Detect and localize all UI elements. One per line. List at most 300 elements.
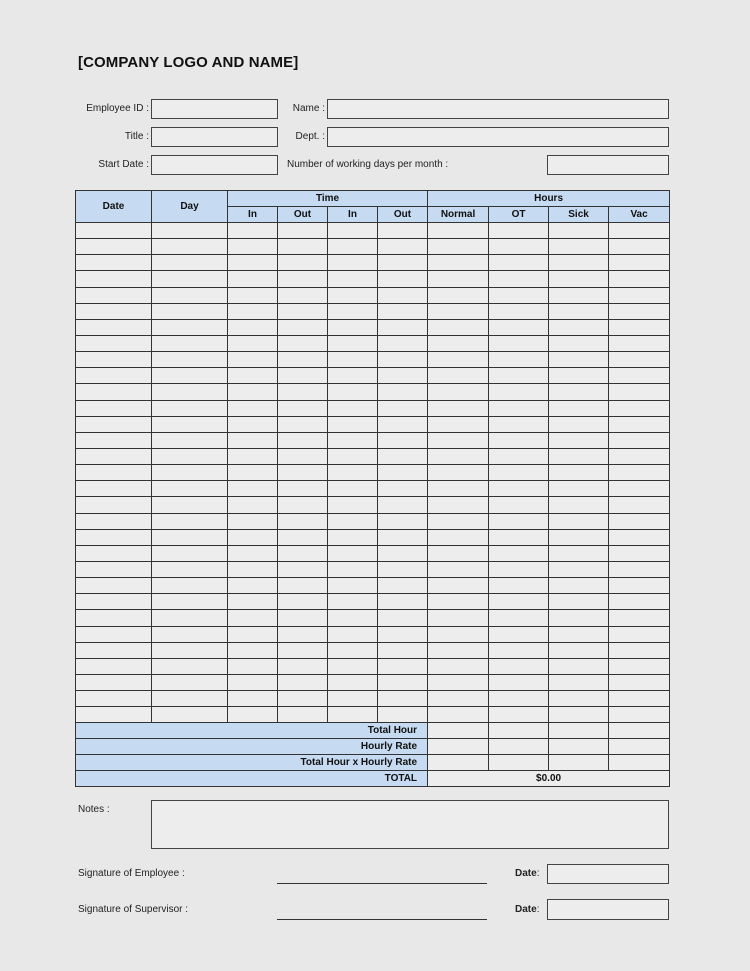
cell-hours-sick[interactable] [549,674,609,690]
cell-hours-sick[interactable] [549,271,609,287]
cell-time-out-1[interactable] [278,255,328,271]
cell-time-out-2[interactable] [378,561,428,577]
cell-time-out-2[interactable] [378,481,428,497]
cell-time-in-1[interactable] [228,416,278,432]
cell-hours-normal[interactable] [428,239,489,255]
cell-hours-ot[interactable] [489,674,549,690]
cell-hours-vac[interactable] [609,400,670,416]
cell-time-in-2[interactable] [328,448,378,464]
cell-date[interactable] [76,448,152,464]
cell-time-out-1[interactable] [278,674,328,690]
cell-time-out-2[interactable] [378,658,428,674]
cell-hours-normal[interactable] [428,545,489,561]
cell-hours-vac[interactable] [609,497,670,513]
cell-hours-ot[interactable] [489,303,549,319]
cell-hours-sick[interactable] [549,626,609,642]
cell-hours-ot[interactable] [489,658,549,674]
cell-time-out-1[interactable] [278,368,328,384]
cell-day[interactable] [152,642,228,658]
cell-time-out-2[interactable] [378,223,428,239]
cell-day[interactable] [152,529,228,545]
cell-hours-sick[interactable] [549,432,609,448]
cell-hours-sick[interactable] [549,497,609,513]
cell-date[interactable] [76,658,152,674]
cell-hours-sick[interactable] [549,610,609,626]
cell-hours-vac[interactable] [609,707,670,723]
cell-time-out-2[interactable] [378,497,428,513]
cell-time-in-2[interactable] [328,319,378,335]
cell-time-in-2[interactable] [328,691,378,707]
working-days-field[interactable] [547,155,669,175]
cell-hours-vac[interactable] [609,271,670,287]
cell-time-in-1[interactable] [228,223,278,239]
cell-day[interactable] [152,303,228,319]
cell-hours-sick[interactable] [549,481,609,497]
cell-hours-vac[interactable] [609,513,670,529]
cell-time-in-1[interactable] [228,239,278,255]
cell-hours-normal[interactable] [428,658,489,674]
cell-time-in-2[interactable] [328,416,378,432]
cell-day[interactable] [152,239,228,255]
cell-hours-vac[interactable] [609,223,670,239]
cell-time-out-2[interactable] [378,674,428,690]
cell-hours-sick[interactable] [549,223,609,239]
cell-date[interactable] [76,578,152,594]
cell-time-in-2[interactable] [328,255,378,271]
cell-time-out-1[interactable] [278,497,328,513]
cell-hours-normal[interactable] [428,578,489,594]
cell-day[interactable] [152,545,228,561]
cell-hours-ot[interactable] [489,400,549,416]
cell-hours-sick[interactable] [549,416,609,432]
cell-hours-normal[interactable] [428,287,489,303]
cell-time-in-2[interactable] [328,481,378,497]
cell-time-out-1[interactable] [278,578,328,594]
cell-time-in-1[interactable] [228,529,278,545]
cell-date[interactable] [76,561,152,577]
cell-day[interactable] [152,223,228,239]
cell-time-in-1[interactable] [228,561,278,577]
cell-hours-vac[interactable] [609,691,670,707]
cell-hours-sick[interactable] [549,335,609,351]
cell-time-out-2[interactable] [378,432,428,448]
cell-time-out-2[interactable] [378,255,428,271]
cell-time-out-1[interactable] [278,465,328,481]
cell-time-in-2[interactable] [328,529,378,545]
cell-time-out-2[interactable] [378,465,428,481]
cell-hours-vac[interactable] [609,658,670,674]
cell-time-in-1[interactable] [228,691,278,707]
cell-date[interactable] [76,610,152,626]
cell-time-out-1[interactable] [278,400,328,416]
cell-hours-sick[interactable] [549,465,609,481]
cell-hours-vac[interactable] [609,335,670,351]
cell-hours-normal[interactable] [428,707,489,723]
cell-hours-normal[interactable] [428,529,489,545]
cell-day[interactable] [152,481,228,497]
cell-hours-vac[interactable] [609,594,670,610]
cell-day[interactable] [152,352,228,368]
cell-time-in-1[interactable] [228,319,278,335]
cell-date[interactable] [76,384,152,400]
cell-date[interactable] [76,626,152,642]
cell-time-out-2[interactable] [378,416,428,432]
cell-hours-ot[interactable] [489,561,549,577]
cell-time-in-2[interactable] [328,497,378,513]
cell-time-out-1[interactable] [278,384,328,400]
cell-hours-normal[interactable] [428,448,489,464]
cell-hours-vac[interactable] [609,416,670,432]
cell-date[interactable] [76,432,152,448]
cell-time-out-2[interactable] [378,578,428,594]
cell-time-out-1[interactable] [278,335,328,351]
cell-time-in-1[interactable] [228,481,278,497]
total-hour-sick[interactable] [549,723,609,739]
cell-hours-sick[interactable] [549,691,609,707]
cell-hours-normal[interactable] [428,271,489,287]
cell-time-out-1[interactable] [278,594,328,610]
cell-hours-ot[interactable] [489,481,549,497]
cell-hours-sick[interactable] [549,545,609,561]
cell-time-out-1[interactable] [278,691,328,707]
cell-hours-ot[interactable] [489,287,549,303]
cell-hours-vac[interactable] [609,578,670,594]
cell-hours-vac[interactable] [609,545,670,561]
cell-time-in-1[interactable] [228,400,278,416]
cell-hours-ot[interactable] [489,642,549,658]
cell-hours-sick[interactable] [549,513,609,529]
cell-hours-normal[interactable] [428,594,489,610]
cell-time-out-2[interactable] [378,691,428,707]
cell-time-out-1[interactable] [278,642,328,658]
cell-hours-ot[interactable] [489,448,549,464]
cell-day[interactable] [152,561,228,577]
cell-time-in-1[interactable] [228,448,278,464]
cell-time-in-1[interactable] [228,707,278,723]
cell-hours-normal[interactable] [428,481,489,497]
cell-time-in-1[interactable] [228,674,278,690]
cell-time-in-2[interactable] [328,674,378,690]
employee-id-field[interactable] [151,99,278,119]
cell-hours-vac[interactable] [609,448,670,464]
cell-hours-vac[interactable] [609,481,670,497]
cell-day[interactable] [152,319,228,335]
cell-hours-vac[interactable] [609,432,670,448]
cell-time-out-1[interactable] [278,319,328,335]
cell-time-in-2[interactable] [328,626,378,642]
cell-time-in-2[interactable] [328,594,378,610]
employee-date-field[interactable] [547,864,669,884]
cell-hours-vac[interactable] [609,561,670,577]
cell-date[interactable] [76,497,152,513]
cell-hours-vac[interactable] [609,303,670,319]
cell-time-out-1[interactable] [278,303,328,319]
cell-day[interactable] [152,271,228,287]
cell-time-out-2[interactable] [378,545,428,561]
cell-hours-ot[interactable] [489,239,549,255]
cell-hours-vac[interactable] [609,610,670,626]
cell-time-out-1[interactable] [278,239,328,255]
cell-day[interactable] [152,400,228,416]
cell-time-out-2[interactable] [378,319,428,335]
cell-hours-sick[interactable] [549,287,609,303]
cell-time-in-2[interactable] [328,368,378,384]
cell-date[interactable] [76,400,152,416]
cell-hours-vac[interactable] [609,626,670,642]
cell-hours-sick[interactable] [549,448,609,464]
total-x-rate-normal[interactable] [428,755,489,771]
cell-time-out-2[interactable] [378,513,428,529]
cell-time-in-1[interactable] [228,545,278,561]
cell-time-in-2[interactable] [328,400,378,416]
cell-time-in-2[interactable] [328,223,378,239]
cell-date[interactable] [76,691,152,707]
cell-date[interactable] [76,642,152,658]
cell-hours-normal[interactable] [428,513,489,529]
cell-hours-vac[interactable] [609,255,670,271]
cell-hours-sick[interactable] [549,529,609,545]
cell-time-in-1[interactable] [228,610,278,626]
cell-hours-ot[interactable] [489,513,549,529]
cell-hours-vac[interactable] [609,319,670,335]
cell-hours-ot[interactable] [489,610,549,626]
cell-date[interactable] [76,594,152,610]
cell-day[interactable] [152,610,228,626]
cell-time-in-2[interactable] [328,287,378,303]
cell-time-in-1[interactable] [228,497,278,513]
cell-hours-ot[interactable] [489,271,549,287]
cell-hours-vac[interactable] [609,674,670,690]
cell-hours-normal[interactable] [428,223,489,239]
cell-hours-ot[interactable] [489,691,549,707]
cell-hours-normal[interactable] [428,497,489,513]
start-date-field[interactable] [151,155,278,175]
cell-hours-sick[interactable] [549,578,609,594]
cell-hours-normal[interactable] [428,400,489,416]
cell-hours-sick[interactable] [549,658,609,674]
cell-date[interactable] [76,545,152,561]
cell-hours-normal[interactable] [428,465,489,481]
cell-day[interactable] [152,691,228,707]
cell-time-out-2[interactable] [378,594,428,610]
cell-hours-ot[interactable] [489,545,549,561]
cell-time-out-2[interactable] [378,335,428,351]
supervisor-date-field[interactable] [547,899,669,920]
cell-time-out-2[interactable] [378,626,428,642]
cell-day[interactable] [152,432,228,448]
cell-time-in-1[interactable] [228,432,278,448]
cell-time-out-1[interactable] [278,658,328,674]
cell-time-in-1[interactable] [228,465,278,481]
cell-day[interactable] [152,465,228,481]
cell-hours-normal[interactable] [428,674,489,690]
cell-hours-ot[interactable] [489,529,549,545]
cell-hours-sick[interactable] [549,384,609,400]
cell-hours-vac[interactable] [609,352,670,368]
cell-day[interactable] [152,255,228,271]
hourly-rate-normal[interactable] [428,739,489,755]
cell-time-in-2[interactable] [328,707,378,723]
cell-date[interactable] [76,239,152,255]
cell-day[interactable] [152,497,228,513]
cell-date[interactable] [76,416,152,432]
cell-hours-sick[interactable] [549,642,609,658]
cell-hours-ot[interactable] [489,335,549,351]
cell-time-out-2[interactable] [378,384,428,400]
cell-hours-vac[interactable] [609,239,670,255]
cell-day[interactable] [152,448,228,464]
cell-time-in-2[interactable] [328,352,378,368]
cell-time-out-1[interactable] [278,513,328,529]
cell-hours-vac[interactable] [609,465,670,481]
title-field[interactable] [151,127,278,147]
cell-date[interactable] [76,529,152,545]
cell-time-in-1[interactable] [228,626,278,642]
cell-time-in-1[interactable] [228,287,278,303]
cell-time-out-2[interactable] [378,303,428,319]
cell-hours-vac[interactable] [609,529,670,545]
cell-time-in-2[interactable] [328,465,378,481]
cell-time-in-2[interactable] [328,658,378,674]
cell-time-out-2[interactable] [378,271,428,287]
cell-time-in-2[interactable] [328,303,378,319]
cell-time-in-2[interactable] [328,578,378,594]
cell-day[interactable] [152,368,228,384]
cell-time-out-1[interactable] [278,561,328,577]
cell-hours-vac[interactable] [609,384,670,400]
cell-hours-ot[interactable] [489,497,549,513]
cell-hours-ot[interactable] [489,352,549,368]
cell-date[interactable] [76,287,152,303]
cell-time-in-2[interactable] [328,271,378,287]
cell-hours-normal[interactable] [428,432,489,448]
cell-hours-normal[interactable] [428,642,489,658]
cell-time-out-1[interactable] [278,223,328,239]
total-hour-ot[interactable] [489,723,549,739]
notes-field[interactable] [151,800,669,849]
cell-hours-ot[interactable] [489,432,549,448]
cell-date[interactable] [76,223,152,239]
cell-hours-ot[interactable] [489,594,549,610]
cell-hours-normal[interactable] [428,416,489,432]
hourly-rate-sick[interactable] [549,739,609,755]
cell-time-in-1[interactable] [228,658,278,674]
cell-hours-normal[interactable] [428,335,489,351]
cell-time-out-2[interactable] [378,642,428,658]
cell-time-in-1[interactable] [228,384,278,400]
cell-hours-ot[interactable] [489,368,549,384]
cell-hours-ot[interactable] [489,707,549,723]
cell-time-in-1[interactable] [228,271,278,287]
cell-time-out-2[interactable] [378,287,428,303]
cell-day[interactable] [152,335,228,351]
cell-time-out-2[interactable] [378,352,428,368]
cell-hours-sick[interactable] [549,239,609,255]
cell-time-in-1[interactable] [228,594,278,610]
cell-hours-normal[interactable] [428,303,489,319]
cell-day[interactable] [152,287,228,303]
cell-time-in-1[interactable] [228,335,278,351]
cell-time-in-2[interactable] [328,432,378,448]
cell-date[interactable] [76,319,152,335]
cell-hours-ot[interactable] [489,416,549,432]
dept-field[interactable] [327,127,669,147]
cell-time-out-2[interactable] [378,400,428,416]
cell-hours-vac[interactable] [609,287,670,303]
cell-hours-normal[interactable] [428,610,489,626]
cell-time-in-2[interactable] [328,642,378,658]
cell-hours-normal[interactable] [428,626,489,642]
cell-time-out-1[interactable] [278,626,328,642]
cell-time-in-2[interactable] [328,610,378,626]
hourly-rate-vac[interactable] [609,739,670,755]
cell-hours-sick[interactable] [549,561,609,577]
cell-time-out-2[interactable] [378,239,428,255]
cell-hours-sick[interactable] [549,594,609,610]
cell-time-in-2[interactable] [328,239,378,255]
cell-time-out-1[interactable] [278,610,328,626]
cell-time-in-1[interactable] [228,578,278,594]
cell-time-in-2[interactable] [328,561,378,577]
cell-day[interactable] [152,416,228,432]
cell-time-in-1[interactable] [228,642,278,658]
cell-hours-ot[interactable] [489,384,549,400]
cell-day[interactable] [152,707,228,723]
cell-hours-ot[interactable] [489,626,549,642]
cell-time-out-1[interactable] [278,352,328,368]
cell-time-out-2[interactable] [378,368,428,384]
cell-day[interactable] [152,626,228,642]
employee-signature-line[interactable] [277,883,487,884]
cell-time-out-1[interactable] [278,448,328,464]
cell-hours-normal[interactable] [428,352,489,368]
total-x-rate-sick[interactable] [549,755,609,771]
cell-date[interactable] [76,335,152,351]
cell-time-out-1[interactable] [278,432,328,448]
cell-time-in-1[interactable] [228,352,278,368]
cell-time-out-2[interactable] [378,529,428,545]
cell-hours-normal[interactable] [428,384,489,400]
cell-date[interactable] [76,465,152,481]
cell-time-in-1[interactable] [228,303,278,319]
hourly-rate-ot[interactable] [489,739,549,755]
cell-hours-sick[interactable] [549,368,609,384]
cell-day[interactable] [152,658,228,674]
cell-date[interactable] [76,481,152,497]
cell-day[interactable] [152,513,228,529]
cell-time-out-1[interactable] [278,481,328,497]
total-x-rate-vac[interactable] [609,755,670,771]
cell-time-out-1[interactable] [278,545,328,561]
cell-time-out-1[interactable] [278,416,328,432]
cell-hours-normal[interactable] [428,319,489,335]
cell-date[interactable] [76,352,152,368]
cell-hours-ot[interactable] [489,319,549,335]
cell-day[interactable] [152,578,228,594]
cell-date[interactable] [76,513,152,529]
cell-time-out-2[interactable] [378,610,428,626]
cell-date[interactable] [76,271,152,287]
cell-hours-ot[interactable] [489,465,549,481]
cell-day[interactable] [152,674,228,690]
cell-date[interactable] [76,255,152,271]
cell-time-out-1[interactable] [278,529,328,545]
supervisor-signature-line[interactable] [277,919,487,920]
cell-hours-ot[interactable] [489,578,549,594]
cell-time-in-2[interactable] [328,513,378,529]
cell-hours-sick[interactable] [549,707,609,723]
cell-date[interactable] [76,368,152,384]
